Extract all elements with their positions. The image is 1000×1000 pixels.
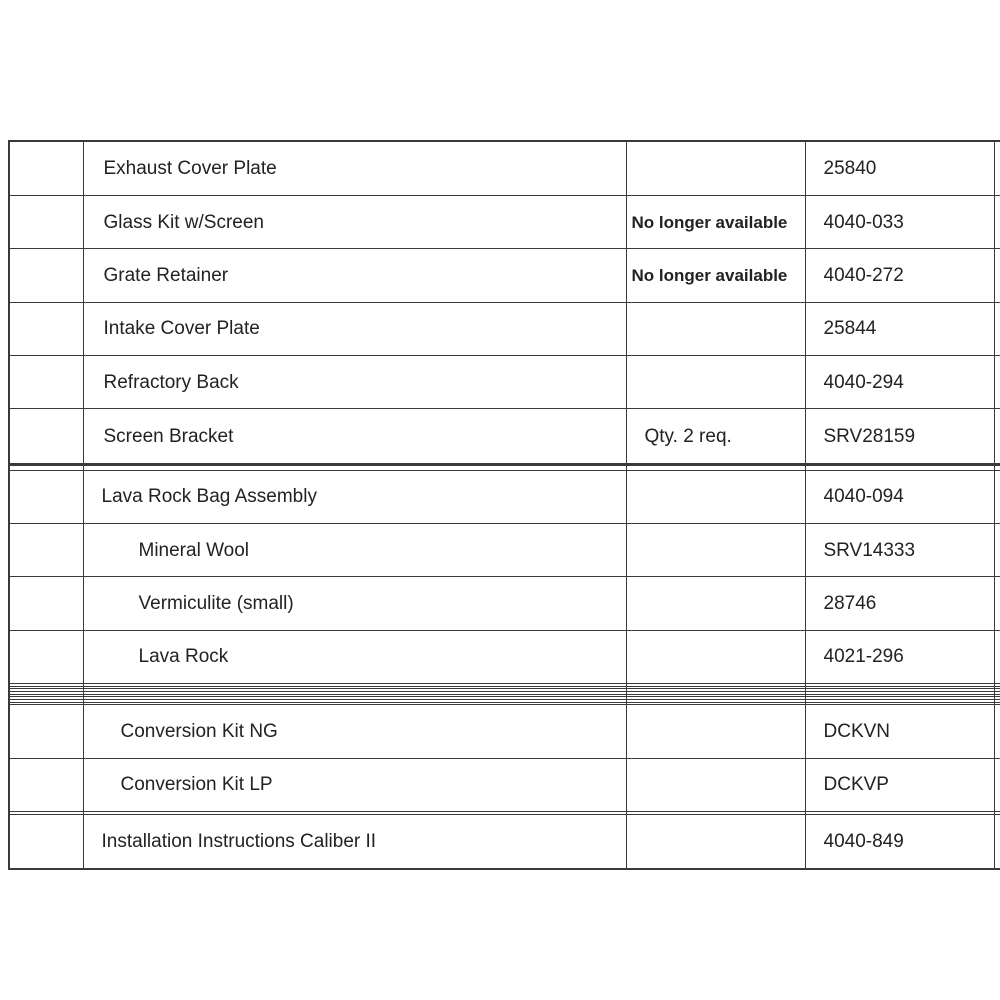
part-number-cell: 4021-296 [805, 630, 994, 683]
edge-cell [994, 758, 1000, 811]
part-number-cell: SRV14333 [805, 524, 994, 577]
item-number-cell [9, 141, 83, 196]
description-cell: Vermiculite (small) [83, 577, 626, 630]
part-number-cell: 28746 [805, 577, 994, 630]
description-cell: Installation Instructions Caliber II [83, 814, 626, 869]
parts-table-body [9, 141, 1000, 869]
table-row [9, 814, 1000, 869]
part-number-cell: 4040-294 [805, 356, 994, 409]
edge-cell [994, 524, 1000, 577]
note-cell [626, 524, 805, 577]
note-cell: Qty. 2 req. [626, 409, 805, 465]
note-cell: No longer available [626, 196, 805, 249]
table-row [9, 196, 1000, 249]
table-row [9, 302, 1000, 355]
description-cell: Lava Rock [83, 630, 626, 683]
description-cell: Grate Retainer [83, 249, 626, 302]
part-number-cell: SRV28159 [805, 409, 994, 465]
description-cell: Exhaust Cover Plate [83, 141, 626, 196]
description-cell: Conversion Kit LP [83, 758, 626, 811]
part-number-cell: 4040-033 [805, 196, 994, 249]
note-cell [626, 814, 805, 869]
description-cell: Mineral Wool [83, 524, 626, 577]
note-cell [626, 470, 805, 523]
table-row [9, 630, 1000, 683]
item-number-cell [9, 577, 83, 630]
edge-cell [994, 356, 1000, 409]
description-cell: Refractory Back [83, 356, 626, 409]
part-number-cell: 4040-272 [805, 249, 994, 302]
item-number-cell [9, 356, 83, 409]
table-row [9, 356, 1000, 409]
note-cell [626, 758, 805, 811]
edge-cell [994, 630, 1000, 683]
table-row [9, 577, 1000, 630]
edge-cell [994, 470, 1000, 523]
item-number-cell [9, 814, 83, 869]
table-row [9, 249, 1000, 302]
note-cell [626, 141, 805, 196]
edge-cell [994, 249, 1000, 302]
edge-cell [994, 409, 1000, 465]
description-cell: Lava Rock Bag Assembly [83, 470, 626, 523]
edge-cell [994, 577, 1000, 630]
parts-table [8, 140, 1000, 870]
item-number-cell [9, 196, 83, 249]
item-number-cell [9, 249, 83, 302]
item-number-cell [9, 630, 83, 683]
part-number-cell: 25844 [805, 302, 994, 355]
item-number-cell [9, 409, 83, 465]
description-cell: Conversion Kit NG [83, 705, 626, 758]
item-number-cell [9, 758, 83, 811]
edge-cell [994, 302, 1000, 355]
table-row [9, 758, 1000, 811]
table-row [9, 470, 1000, 523]
part-number-cell: 4040-094 [805, 470, 994, 523]
item-number-cell [9, 524, 83, 577]
part-number-cell: DCKVN [805, 705, 994, 758]
edge-cell [994, 141, 1000, 196]
note-cell [626, 630, 805, 683]
part-number-cell: 4040-849 [805, 814, 994, 869]
note-cell [626, 356, 805, 409]
description-cell: Screen Bracket [83, 409, 626, 465]
note-cell [626, 705, 805, 758]
table-row [9, 409, 1000, 465]
part-number-cell: DCKVP [805, 758, 994, 811]
edge-cell [994, 196, 1000, 249]
table-row [9, 141, 1000, 196]
item-number-cell [9, 302, 83, 355]
edge-cell [994, 814, 1000, 869]
note-cell [626, 577, 805, 630]
table-row [9, 524, 1000, 577]
edge-cell [994, 705, 1000, 758]
table-row [9, 705, 1000, 758]
item-number-cell [9, 705, 83, 758]
description-cell: Glass Kit w/Screen [83, 196, 626, 249]
item-number-cell [9, 470, 83, 523]
description-cell: Intake Cover Plate [83, 302, 626, 355]
part-number-cell: 25840 [805, 141, 994, 196]
note-cell [626, 302, 805, 355]
note-cell: No longer available [626, 249, 805, 302]
